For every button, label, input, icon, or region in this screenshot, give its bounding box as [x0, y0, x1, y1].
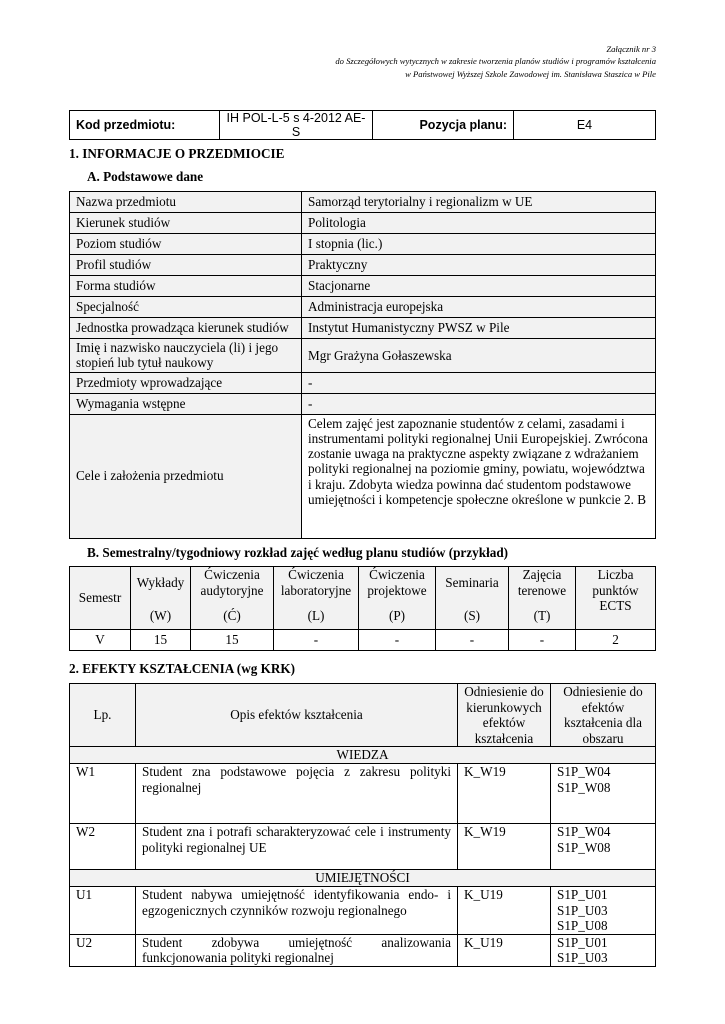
outcome-description: Student nabywa umiejętność identyfikowania endo- i egzogenicznych czynników rozwoju regionalnego — [136, 887, 458, 935]
attachment-number: Załącznik nr 3 — [606, 44, 656, 54]
row-value: Praktyczny — [302, 255, 656, 276]
semester-header: Semestr — [70, 567, 131, 630]
row-value: - — [302, 372, 656, 393]
field-classes-header — [509, 567, 576, 630]
outcome-field-ref: K_W19 — [458, 764, 551, 824]
row-label: Imię i nazwisko nauczyciela (li) i jego stopień lub tytuł naukowy — [70, 339, 302, 373]
table-row — [70, 414, 656, 538]
outcome-lp: W2 — [70, 824, 136, 870]
area-ref-code: S1P_U08 — [557, 918, 608, 933]
col-name: Ćwiczenia projektowe — [367, 567, 427, 598]
outcome-field-ref: K_U19 — [458, 934, 551, 966]
schedule-values-row — [70, 630, 656, 651]
row-label: Forma studiów — [70, 276, 302, 297]
row-value: Mgr Grażyna Gołaszewska — [302, 339, 656, 373]
row-label: Profil studiów — [70, 255, 302, 276]
row-value: I stopnia (lic.) — [302, 234, 656, 255]
category-label: WIEDZA — [70, 747, 656, 764]
seminars-value: - — [436, 630, 509, 651]
goals-label: Cele i założenia przedmiotu — [70, 414, 302, 538]
outcome-area-ref — [551, 764, 656, 824]
row-label: Poziom studiów — [70, 234, 302, 255]
area-ref-code: S1P_W04 — [557, 764, 611, 779]
outcome-lp: W1 — [70, 764, 136, 824]
table-row — [70, 393, 656, 414]
row-value: Administracja europejska — [302, 297, 656, 318]
section-1a-heading: A. Podstawowe dane — [87, 169, 204, 184]
col-abbr: (S) — [463, 607, 481, 623]
table-row — [70, 372, 656, 393]
plan-position-label: Pozycja planu: — [373, 111, 514, 140]
learning-outcomes-table — [69, 683, 656, 967]
row-label: Przedmioty wprowadzające — [70, 372, 302, 393]
outcome-lp: U1 — [70, 887, 136, 935]
area-ref-code: S1P_U01 — [557, 934, 608, 950]
outcome-description: Student zna podstawowe pojęcia z zakresu polityki regionalnej — [136, 764, 458, 824]
field-classes-value: - — [509, 630, 576, 651]
goals-value: Celem zajęć jest zapoznanie studentów z celami, zasadami i instrumentami polityki regionalnej Unii Europejskiej. Zwrócona zostanie uwaga na praktyczne aspekty związane z wdrażaniem polityki regionalnej na poziomie gminy, powiatu, województwa i kraju. Zdobyta wiedza powinna dać studentom podstawowe umiejętności i kompetencje społeczne określone w punkcie 2. B — [302, 414, 656, 538]
table-row — [70, 339, 656, 373]
outcome-area-ref — [551, 824, 656, 870]
table-row — [70, 764, 656, 824]
col-name: Ćwiczenia laboratoryjne — [280, 567, 352, 598]
section-1-heading: 1. INFORMACJE O PRZEDMIOCIE — [69, 146, 285, 161]
area-ref-code: S1P_W08 — [557, 839, 611, 855]
row-value: - — [302, 393, 656, 414]
ects-value: 2 — [576, 630, 656, 651]
outcome-area-ref — [551, 887, 656, 935]
row-value: Samorząd terytorialny i regionalizm w UE — [302, 192, 656, 213]
basic-info-table — [69, 191, 656, 539]
col-abbr: (T) — [533, 607, 551, 623]
outcome-description: Student zna i potrafi scharakteryzować cele i instrumenty polityki regionalnej UE — [136, 824, 458, 870]
category-row-knowledge — [70, 747, 656, 764]
section-1b-heading: B. Semestralny/tygodniowy rozkład zajęć według planu studiów (przykład) — [87, 545, 509, 560]
row-label: Jednostka prowadząca kierunek studiów — [70, 318, 302, 339]
laboratory-exercises-header — [274, 567, 359, 630]
table-row — [70, 213, 656, 234]
row-value: Instytut Humanistyczny PWSZ w Pile — [302, 318, 656, 339]
description-header: Opis efektów kształcenia — [136, 684, 458, 747]
outcome-description: Student zdobywa umiejętność analizowania funkcjonowania polityki regionalnej — [136, 934, 458, 966]
col-abbr: (W) — [149, 607, 172, 623]
table-row — [70, 255, 656, 276]
outcome-field-ref: K_W19 — [458, 824, 551, 870]
section-2-heading: 2. EFEKTY KSZTAŁCENIA (wg KRK) — [69, 661, 296, 676]
course-code-label: Kod przedmiotu: — [70, 111, 220, 140]
attachment-header-note — [335, 43, 656, 80]
col-abbr: (Ć) — [223, 607, 241, 623]
col-name: Zajęcia terenowe — [517, 567, 567, 598]
outcome-area-ref — [551, 934, 656, 966]
area-ref-code: S1P_W08 — [557, 779, 611, 795]
outcome-lp: U2 — [70, 934, 136, 966]
table-row — [70, 234, 656, 255]
table-row — [70, 276, 656, 297]
col-abbr: (L) — [307, 607, 325, 623]
ects-header: Liczba punktów ECTS — [576, 567, 656, 630]
auditory-exercises-header — [191, 567, 274, 630]
field-outcomes-header: Odniesienie do kierunkowych efektów kształcenia — [458, 684, 551, 747]
outcomes-header-row — [70, 684, 656, 747]
plan-position-value: E4 — [514, 111, 656, 140]
category-label: UMIEJĘTNOŚCI — [70, 870, 656, 887]
semester-value: V — [70, 630, 131, 651]
outcome-field-ref: K_U19 — [458, 887, 551, 935]
table-row — [70, 192, 656, 213]
row-value: Politologia — [302, 213, 656, 234]
row-label: Wymagania wstępne — [70, 393, 302, 414]
area-ref-code: S1P_U03 — [557, 950, 608, 965]
table-row — [70, 297, 656, 318]
col-name: Wykłady — [136, 575, 185, 590]
lectures-value: 15 — [131, 630, 191, 651]
course-code-value: IH POL-L-5 s 4-2012 AE-S — [220, 111, 373, 140]
row-label: Kierunek studiów — [70, 213, 302, 234]
table-row — [70, 318, 656, 339]
attachment-school-line: w Państwowej Wyższej Szkole Zawodowej im. Stanisława Staszica w Pile — [405, 68, 656, 79]
col-abbr: (P) — [388, 607, 406, 623]
row-value: Stacjonarne — [302, 276, 656, 297]
table-row — [70, 934, 656, 966]
laboratory-exercises-value: - — [274, 630, 359, 651]
category-row-skills — [70, 870, 656, 887]
project-exercises-value: - — [359, 630, 436, 651]
col-name: Ćwiczenia audytoryjne — [200, 567, 264, 598]
table-row — [70, 824, 656, 870]
auditory-exercises-value: 15 — [191, 630, 274, 651]
seminars-header — [436, 567, 509, 630]
attachment-guidelines-line: do Szczegółowych wytycznych w zakresie tworzenia planów studiów i programów kształcenia — [335, 56, 656, 67]
row-label: Nazwa przedmiotu — [70, 192, 302, 213]
course-code-table — [69, 110, 656, 140]
schedule-table — [69, 566, 656, 651]
col-name: Seminaria — [445, 575, 499, 590]
area-ref-code: S1P_U01 — [557, 887, 608, 902]
project-exercises-header — [359, 567, 436, 630]
lp-header: Lp. — [70, 684, 136, 747]
schedule-header-row — [70, 567, 656, 630]
area-outcomes-header: Odniesienie do efektów kształcenia dla obszaru — [551, 684, 656, 747]
lectures-header — [131, 567, 191, 630]
table-row — [70, 887, 656, 935]
area-ref-code: S1P_W04 — [557, 824, 611, 839]
area-ref-code: S1P_U03 — [557, 902, 608, 918]
row-label: Specjalność — [70, 297, 302, 318]
